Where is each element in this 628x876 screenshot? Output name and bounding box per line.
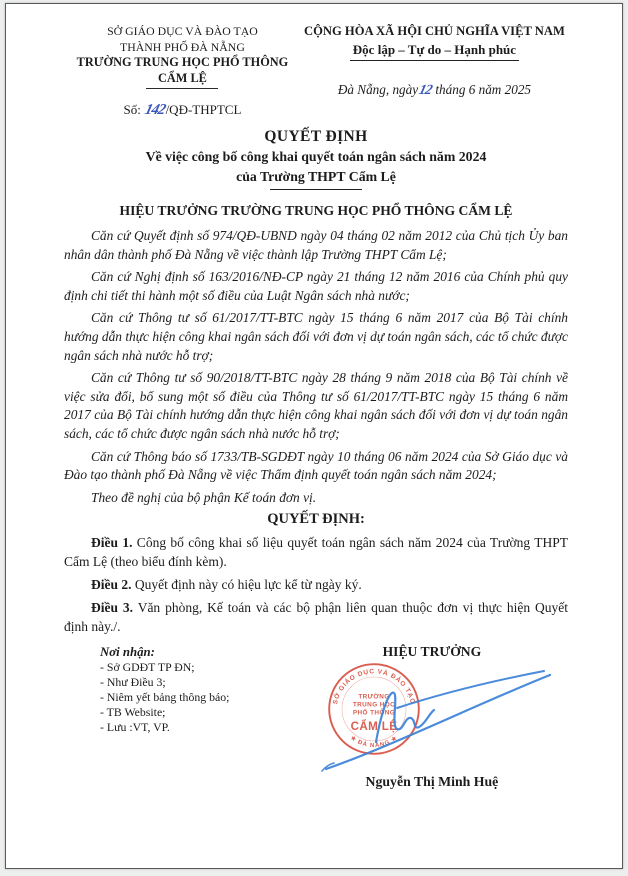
article-3 — [64, 598, 568, 636]
document-footer — [64, 644, 568, 796]
recipients-heading: Nơi nhận: — [100, 645, 155, 660]
stamp-center-line2: TRUNG HỌC — [352, 701, 395, 709]
article-1-text: Công bố công khai số liệu quyết toán ngân sách năm 2024 của Trường THPT Cẩm Lệ (theo biểu đính kèm). — [64, 535, 568, 570]
recipient-item: - Lưu :VT, VP. — [100, 719, 170, 734]
article-1 — [64, 533, 568, 571]
preamble-paragraph: Căn cứ Thông tư số 61/2017/TT-BTC ngày 15 tháng 6 năm 2017 của Bộ Tài chính hướng dẫn thực hiện công khai ngân sách đối với đơn vị dự toán ngân sách, các tổ chức được ngân sách nhà nước hỗ trợ; — [64, 310, 568, 363]
signature-block — [296, 644, 568, 796]
issuing-org-block — [64, 24, 301, 119]
preamble-paragraph: Căn cứ Nghị định số 163/2016/NĐ-CP ngày 21 tháng 12 năm 2016 của Chính phủ quy định chi tiết thi hành một số điều của Luật Ngân sách nhà nước; — [64, 269, 568, 303]
org-underline — [146, 88, 218, 89]
signer-name: Nguyễn Thị Minh Huệ — [365, 774, 499, 790]
document-header — [64, 24, 568, 119]
date-suffix: tháng 6 năm 2025 — [432, 82, 531, 97]
preamble-paragraph: Căn cứ Thông báo số 1733/TB-SGDĐT ngày 10 tháng 06 năm 2024 của Sở Giáo dục và Đào tạo thành phố Đà Nẵng về việc Thẩm định quyết toán ngân sách năm 2024; — [64, 448, 568, 483]
preamble-paragraph: Căn cứ Thông tư số 90/2018/TT-BTC ngày 28 tháng 9 năm 2018 của Bộ Tài chính về việc sửa đổi, bổ sung một số điều của Thông tư số 61/2017/TT-BTC ngày 15 tháng 6 năm 2017 của Bộ Tài chính hướng dẫn thực hiện công khai ngân sách đối với đơn vị dự toán ngân sách, các tổ chức được ngân sách nhà nước hỗ trợ; — [64, 370, 568, 441]
national-motto-line2: Độc lập – Tự do – Hạnh phúc — [350, 41, 519, 61]
recipient-item: - Sở GDĐT TP ĐN; — [100, 660, 195, 675]
signer-title: HIỆU TRƯỞNG — [382, 644, 482, 660]
org-name-line2: CẨM LỆ — [158, 70, 207, 85]
document-subtitle-line1: Về việc công bố công khai quyết toán ngân sách năm 2024 — [145, 149, 487, 164]
preamble-paragraph: Theo đề nghị của bộ phận Kế toán đơn vị. — [91, 489, 317, 505]
org-parent-line2: THÀNH PHỐ ĐÀ NẴNG — [120, 39, 245, 54]
article-3-label: Điều 3. — [91, 600, 134, 616]
org-parent-line1: SỞ GIÁO DỤC VÀ ĐÀO TẠO — [107, 24, 258, 38]
preamble — [64, 227, 568, 507]
stamp-center-line1: TRƯỜNG — [358, 693, 390, 701]
preamble-paragraph: Căn cứ Quyết định số 974/QĐ-UBND ngày 04 tháng 02 năm 2012 của Chủ tịch Ủy ban nhân dân thành phố Đà Nẵng về việc thành lập Trường THPT Cẩm Lệ; — [64, 228, 568, 262]
recipient-item: - Niêm yết bảng thông báo; — [100, 689, 230, 704]
recipient-item: - Như Điều 3; — [100, 675, 166, 690]
org-name-line1: TRƯỜNG TRUNG HỌC PHỔ THÔNG — [76, 55, 289, 69]
stamp-ring-top-text: SỞ GIÁO DỤC VÀ ĐÀO TẠO — [331, 668, 416, 706]
handwritten-signature — [300, 650, 564, 780]
article-2-label: Điều 2. — [91, 577, 132, 593]
place-date-line — [301, 82, 568, 99]
article-2-text: Quyết định này có hiệu lực kể từ ngày ký. — [131, 577, 362, 593]
stamp-center-line4: CẨM LỆ — [350, 720, 398, 734]
document-number-prefix: Số: — [123, 102, 145, 117]
document-subtitle-line2: của Trường THPT Cẩm Lệ — [236, 169, 396, 184]
article-1-label: Điều 1. — [91, 535, 133, 551]
recipient-item: - TB Website; — [100, 704, 166, 719]
title-underline — [270, 189, 362, 190]
date-prefix: Đà Nẵng, ngày — [337, 82, 419, 97]
articles — [64, 533, 568, 636]
document-number — [64, 102, 301, 119]
recipients-block — [64, 644, 296, 796]
article-3-text: Văn phòng, Kế toán và các bộ phận liên quan thuộc đơn vị thực hiện Quyết định này./. — [64, 600, 568, 635]
decision-heading: QUYẾT ĐỊNH: — [267, 511, 365, 528]
national-header-block — [301, 24, 568, 119]
stamp-ring-bottom-text: ★ ĐÀ NẴNG ★ — [348, 734, 399, 750]
stamp-center-line3: PHỔ THÔNG — [352, 709, 395, 717]
document-number-suffix: /QĐ-THPTCL — [165, 102, 242, 117]
title-block — [64, 128, 568, 190]
date-handwritten: 12 — [417, 83, 434, 98]
article-2 — [64, 575, 568, 594]
national-motto-line1: CỘNG HÒA XÃ HỘI CHỦ NGHĨA VIỆT NAM — [303, 24, 565, 38]
document-page — [5, 3, 623, 869]
document-title: QUYẾT ĐỊNH — [264, 128, 368, 145]
document-number-handwritten: 142 — [143, 102, 167, 118]
issuer-heading: HIỆU TRƯỞNG TRƯỜNG TRUNG HỌC PHỔ THÔNG CẨM LỆ — [119, 203, 513, 218]
